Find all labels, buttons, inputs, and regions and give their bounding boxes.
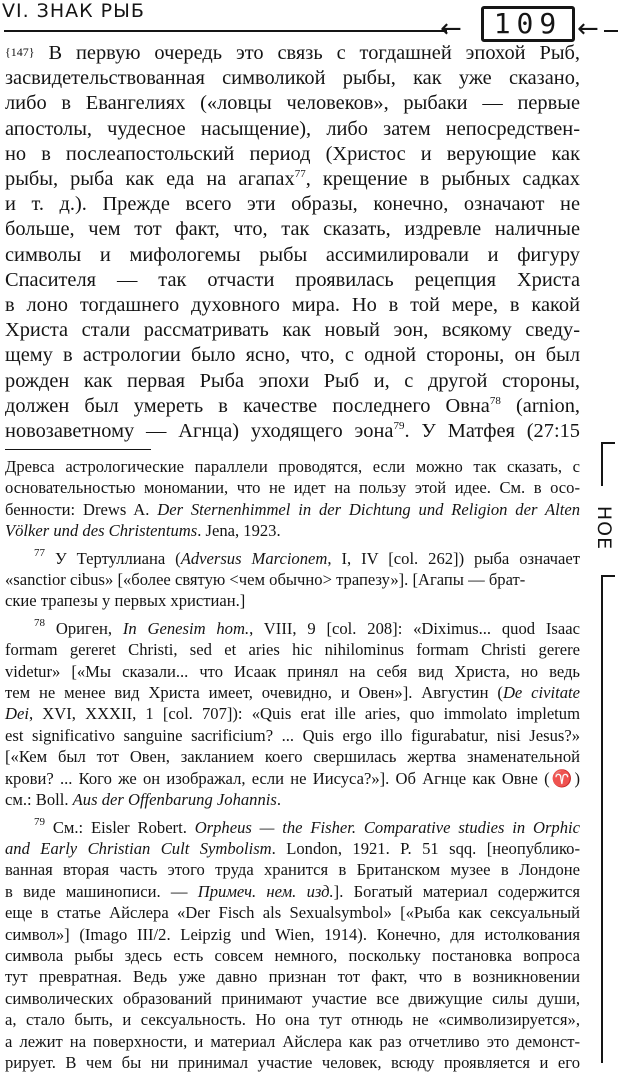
footnote-line (5, 618, 580, 639)
text-run: , XVI, XXXII, 1 [col. 707]): «Quis erat ille aries, quo immolato impletum (28, 704, 580, 724)
footnote-ref: 78 (34, 616, 45, 629)
text-run: Dei (5, 704, 29, 724)
arrow-right-icon: ← (577, 14, 599, 44)
paragraph-number: {147} (5, 45, 35, 59)
header-rule (4, 30, 447, 32)
text-run: либо в Евангелиях («ловцы человеков», рыбаки — первые (5, 92, 580, 115)
footnote-line (5, 902, 580, 923)
text-run: еще в статье Айслера «Der Fisch als Sexualsymbol» [«Рыба как сексуальный (5, 903, 580, 923)
footnote-rule (5, 449, 151, 450)
text-run: . У Матфея (27:15 (404, 420, 580, 443)
footnote-line (5, 520, 580, 541)
footnote-line (5, 768, 580, 789)
text-run: Der Sternenhimmel in der Dichtung und Religion der Alten (157, 499, 580, 519)
text-run: «sanctior cibus» [«более святую <чем обычно> трапезу»]. [Агапы — брат- (5, 570, 526, 590)
text-line (5, 40, 580, 66)
text-run: Ориген, (45, 618, 123, 638)
text-run: Aus der Offenbarung Johannis (72, 790, 277, 810)
text-run: тут превратная. Ведь уже давно признан тот факт, что в возникновении (5, 967, 580, 987)
text-run: , VIII, 9 [col. 208]: «Diximus... quod Isaac (249, 618, 580, 638)
text-line (5, 142, 580, 167)
footnote-line (5, 924, 580, 945)
footnote-ref: 79 (34, 815, 45, 828)
footnote-line (5, 456, 580, 477)
text-run: Примеч. нем. изд. (197, 881, 334, 901)
text-run: ванная вторая часть этого труда хранится в Британском музее в Лондоне (5, 860, 580, 880)
text-line (5, 293, 580, 318)
footnote-line (5, 789, 580, 810)
footnote-ref: 78 (489, 394, 501, 407)
text-run: ские трапезы у первых христиан.] (5, 591, 246, 611)
text-run: and Early Christian Cult Symbolism (5, 838, 272, 858)
text-line (5, 217, 580, 242)
text-run: У Тертуллиана ( (45, 548, 181, 568)
text-run: videtur» [«Мы сказали... что Исаак принял на себя вид Христа, но ведь (5, 661, 580, 681)
text-run: больше, чем тот факт, что, так сказать, издревле наличные (5, 218, 580, 241)
footnote-ref: 77 (34, 546, 45, 559)
footnote-line (5, 746, 580, 767)
text-run: символа рыбы здесь есть совсем немного, поскольку постановка вопроса (5, 945, 580, 965)
footnote-line (5, 817, 580, 838)
text-run: In Genesim hom. (122, 618, 250, 638)
main-text (5, 40, 580, 444)
footnote-line (5, 548, 580, 569)
footnote-line (5, 988, 580, 1009)
text-run: , I, IV [col. 262]) рыба означает (327, 548, 580, 568)
text-run: основательностью мономании, что не идет на пользу этой идее. См. в осо- (5, 478, 580, 498)
footnote-line (5, 499, 580, 520)
text-line (5, 243, 580, 268)
text-run: [«Кем был тот Овен, закланием коего свершилась жертва знаменательной (5, 747, 580, 767)
text-run: . (276, 790, 281, 810)
side-rule-bottom-tick (601, 575, 615, 577)
text-run: ]. Богатый материал содержится (333, 881, 580, 901)
text-run: а, стало быть, и сексуальность. Но она тут отнюдь не «символизируется», (5, 1010, 580, 1030)
text-run: но в послеапостольский период (Христос и верующие как (5, 142, 580, 165)
footnote-line (5, 639, 580, 660)
footnote-ref: 77 (294, 168, 306, 181)
text-run: Völker und des Christentums (5, 521, 198, 541)
text-run: тем не менее вид Христа имеет, очевидно, и Овен»]. Августин ( (5, 683, 503, 703)
text-run: и т. д.). Прежде всего эти образы, конечно, означают не (5, 193, 580, 216)
side-rule-top (601, 442, 603, 486)
footnote-line (5, 1052, 580, 1073)
text-line (5, 268, 580, 293)
text-run: в лоно тогдашнего духовного мира. Но в той мере, в какой (5, 294, 580, 317)
footnote-ref: 79 (393, 420, 405, 433)
text-run: . Jena, 1923. (197, 521, 281, 541)
arrow-left-icon: ← (440, 14, 462, 44)
text-run: (arnion, (500, 394, 580, 417)
text-run: символических образований принимают участие все движущие силы души, (5, 988, 580, 1008)
text-line (5, 369, 580, 394)
text-run: бенности: Drews A. (5, 499, 158, 519)
footnote-line (5, 1009, 580, 1030)
text-run: Спасителя — так отчасти проявилась рецепция Христа (5, 268, 580, 291)
text-line (5, 394, 580, 419)
text-run: est significativo sanguine sacrificium? ... Quis ergo illo figurabatur, nisi Jesus?» (5, 725, 580, 745)
text-line (5, 419, 580, 444)
side-title-text: НОЕ (593, 505, 615, 551)
footnote-line (5, 477, 580, 498)
text-line (5, 167, 580, 192)
text-run: щему в астрологии было ясно, что, с одной стороны, он был (5, 344, 580, 367)
text-run: , крещение в рыбных садках (305, 168, 581, 191)
text-run: засвидетельствованная символикой рыбы, как уже сказано, (5, 67, 580, 90)
running-head: VI. ЗНАК РЫБ (2, 0, 145, 22)
footnote-line (5, 725, 580, 746)
text-line (5, 91, 580, 116)
text-run: должен был умереть в качестве последнего Овна (5, 394, 490, 417)
footnotes (5, 456, 580, 1073)
text-run: Orpheus — the Fisher. Comparative studies in Orphic (194, 817, 580, 837)
side-rule-top-tick (601, 442, 615, 444)
footnote-line (5, 881, 580, 902)
text-run: см.: Boll. (5, 790, 73, 810)
text-run: рыбы, рыба как еда на агапах (5, 168, 295, 191)
footnote-line (5, 590, 580, 611)
footnote-line (5, 945, 580, 966)
text-line (5, 192, 580, 217)
side-rule-bottom (601, 575, 603, 1063)
text-run: а лежит на поверхности, и материал Айслера как раз отчетливо это демонст- (5, 1031, 580, 1051)
text-run: символы и мифологемы рыбы ассимилировали и фигуру (5, 243, 580, 266)
text-run: В первую очередь это связь с тогдашней эпохой Рыб, (34, 42, 580, 64)
text-line (5, 318, 580, 343)
footnote-line (5, 859, 580, 880)
side-title (589, 487, 619, 569)
text-run: рирует. В чем бы ни принимал участие человек, всюду проявляется и его (5, 1052, 580, 1072)
text-run: крови? ... Кого же он изображал, если не Иисуса?»]. Об Агнце как Овне (♈) (5, 768, 580, 788)
footnote-line (5, 661, 580, 682)
text-run: . London, 1921. P. 51 sqq. [неопублико- (271, 838, 581, 858)
text-line (5, 343, 580, 368)
text-run: символ»] (Imago III/2. Leipzig und Wien, 1914). Конечно, для истолкования (5, 924, 580, 944)
text-run: рожден как первая Рыба эпохи Рыб и, с другой стороны, (5, 369, 580, 392)
text-run: апостолы, чудесное насыщение), либо затем непосредствен- (5, 117, 580, 140)
footnote-line (5, 1031, 580, 1052)
text-run: Adversus Marcionem (180, 548, 328, 568)
footnote-line (5, 703, 580, 724)
text-run: Древса астрологические параллели проводятся, если можно так сказать, с (5, 457, 580, 476)
footnote-line (5, 569, 580, 590)
page-number: 109 (481, 6, 575, 42)
footnote-line (5, 838, 580, 859)
text-run: См.: Eisler Robert. (45, 817, 195, 837)
text-run: formam gereret Christi, sed et aries hic nihilominus formam Christi gerere (5, 640, 580, 660)
text-run: De civitate (502, 683, 580, 703)
footnote-line (5, 682, 580, 703)
footnote-line (5, 966, 580, 987)
text-run: Христа стали рассматривать как новый эон, всякому сведу- (5, 319, 580, 342)
header-rule-right (604, 30, 618, 32)
text-line (5, 117, 580, 142)
text-run: в виде машинописи. — (5, 881, 198, 901)
text-line (5, 66, 580, 91)
text-run: новозаветному — Агнца) уходящего эона (5, 420, 394, 443)
